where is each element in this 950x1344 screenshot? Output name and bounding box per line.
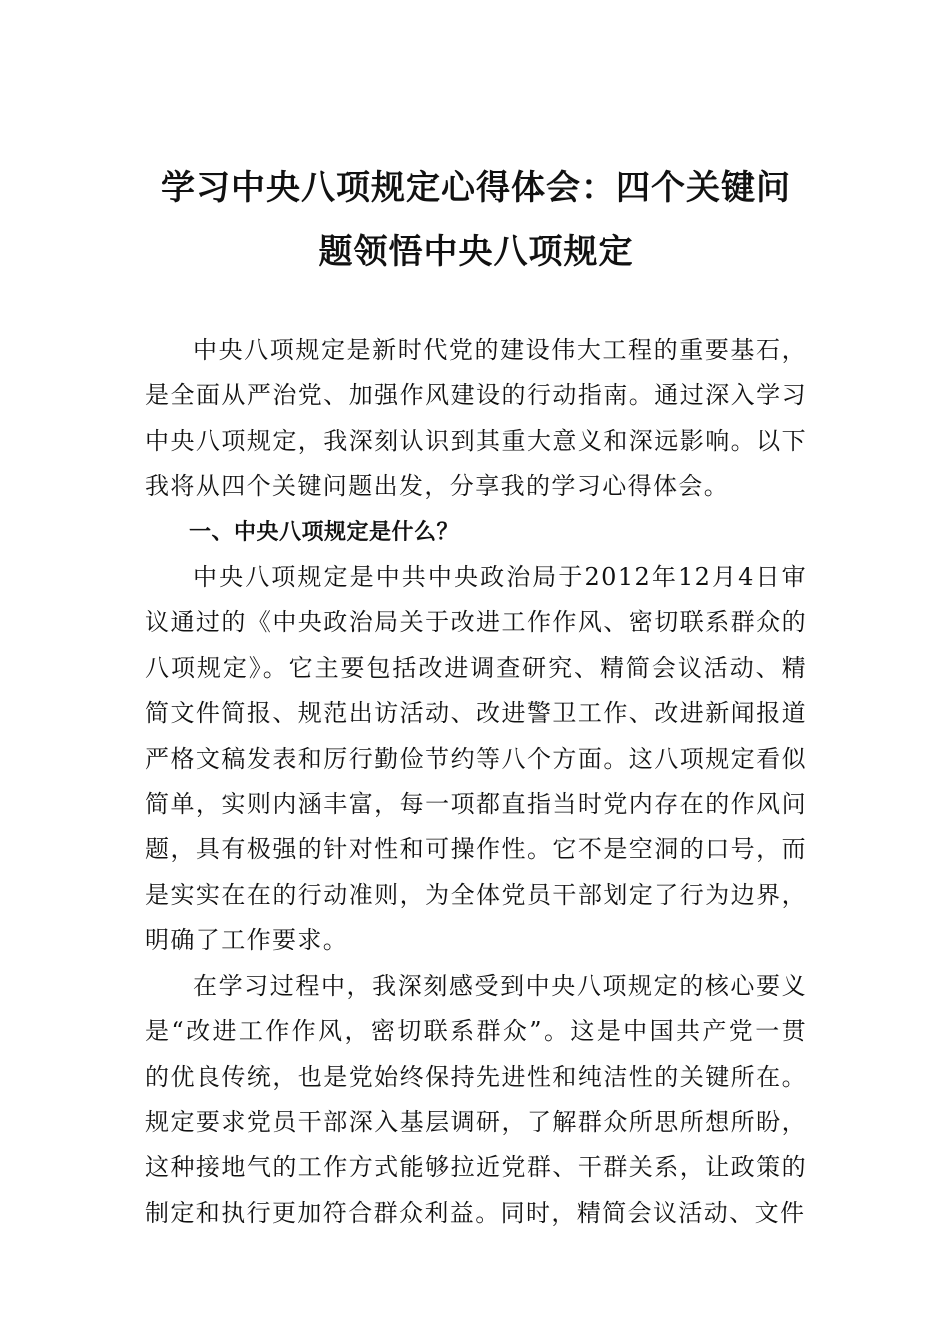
section-1-paragraph-2: 在学习过程中，我深刻感受到中央八项规定的核心要义是“改进工作作风，密切联系群众”。这是中国共产党一贯的优良传统，也是党始终保持先进性和纯洁性的关键所在。规定要求党员干部深入基层调研，了解群众所思所想所盼，这种接地气的工作方式能够拉近党群、干群关系，让政策的制定和执行更加符合群众利益。同时，精简会议活动、文件 [145, 971, 807, 1227]
document-title: 学习中央八项规定心得体会：四个关键问题领悟中央八项规定 [161, 168, 791, 272]
section-1-paragraph-1: 中央八项规定是中共中央政治局于2012年12月4日审议通过的《中央政治局关于改进工作作风、密切联系群众的八项规定》。它主要包括改进调查研究、精简会议活动、精简文件简报、规范出访活动、改进警卫工作、改进新闻报道严格文稿发表和厉行勤俭节约等八个方面。这八项规定看似简单，实则内涵丰富，每一项都直指当时党内存在的作风问题，具有极强的针对性和可操作性。它不是空洞的口号，而是实实在在的行动准则，为全体党员干部划定了行为边界，明确了工作要求。 [145, 563, 807, 955]
document-body [145, 328, 807, 1236]
intro-paragraph: 中央八项规定是新时代党的建设伟大工程的重要基石，是全面从严治党、加强作风建设的行动指南。通过深入学习中央八项规定，我深刻认识到其重大意义和深远影响。以下我将从四个关键问题出发，分享我的学习心得体会。 [145, 336, 807, 501]
section-heading-1: 一、中央八项规定是什么？ [189, 519, 460, 545]
